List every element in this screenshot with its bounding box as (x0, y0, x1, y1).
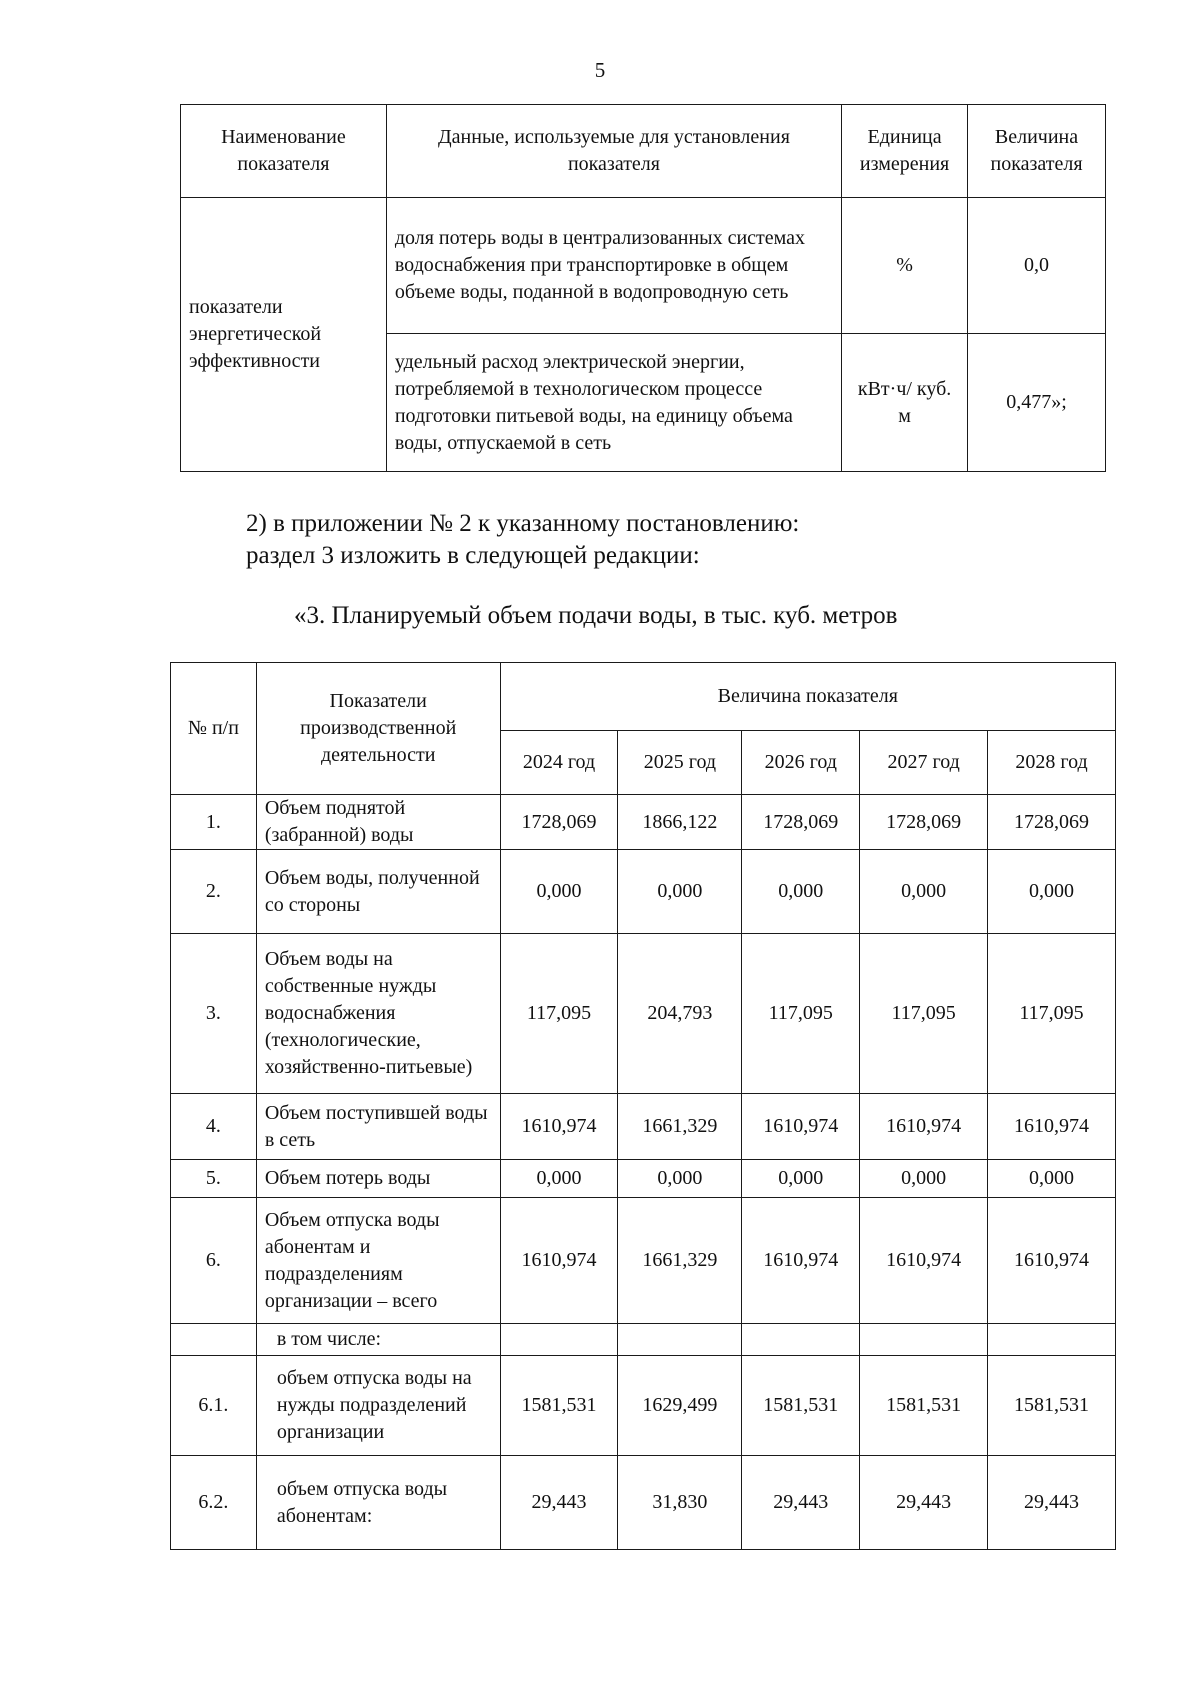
table-row (181, 198, 1106, 334)
section-title: «3. Планируемый объем подачи воды, в тыс. куб. метров (294, 602, 898, 629)
row-indicator: Объем отпуска воды абонентам и подразделениям организации – всего (256, 1198, 500, 1324)
row-value: 117,095 (988, 934, 1116, 1094)
table-row (171, 1356, 1116, 1456)
table-row (171, 850, 1116, 934)
row-number: 4. (171, 1094, 257, 1160)
year-header: 2028 год (988, 731, 1116, 795)
row-value: 1866,122 (618, 795, 742, 850)
row-value: 0,000 (742, 1160, 860, 1198)
page-number: 5 (594, 58, 606, 82)
row-value: 1728,069 (500, 795, 618, 850)
row-value: 1581,531 (860, 1356, 988, 1456)
row-value (500, 1324, 618, 1356)
table-body (171, 795, 1116, 1550)
row-value: 1610,974 (860, 1198, 988, 1324)
row-value (742, 1324, 860, 1356)
row-unit: % (842, 198, 968, 334)
paragraph-line-2: раздел 3 изложить в следующей редакции: (246, 542, 700, 569)
row-value (860, 1324, 988, 1356)
row-indicator: Объем воды, полученной со стороны (256, 850, 500, 934)
row-value: 1661,329 (618, 1094, 742, 1160)
row-number: 5. (171, 1160, 257, 1198)
year-header: 2027 год (860, 731, 988, 795)
row-value: 29,443 (860, 1456, 988, 1550)
row-value: 1728,069 (860, 795, 988, 850)
row-value: 0,000 (500, 850, 618, 934)
header-unit: Единица измерения (842, 105, 968, 198)
row-value: 31,830 (618, 1456, 742, 1550)
row-value: 1661,329 (618, 1198, 742, 1324)
row-indicator: в том числе: (256, 1324, 500, 1356)
row-data: доля потерь воды в централизованных системах водоснабжения при транспортировке в общем объеме воды, поданной в водопроводную сеть (386, 198, 841, 334)
row-value: 117,095 (742, 934, 860, 1094)
year-header: 2025 год (618, 731, 742, 795)
row-data: удельный расход электрической энергии, потребляемой в технологическом процессе подготовки питьевой воды, на единицу объема воды, отпускаемой в сеть (386, 334, 841, 472)
row-number: 1. (171, 795, 257, 850)
row-value: 1610,974 (742, 1198, 860, 1324)
row-value: 0,477»; (968, 334, 1106, 472)
paragraph-line-1: 2) в приложении № 2 к указанному постановлению: (246, 510, 800, 537)
row-value: 1610,974 (500, 1198, 618, 1324)
header-num: № п/п (171, 663, 257, 795)
row-number: 2. (171, 850, 257, 934)
row-value: 29,443 (988, 1456, 1116, 1550)
row-value: 0,0 (968, 198, 1106, 334)
row-value: 0,000 (618, 1160, 742, 1198)
row-value: 29,443 (500, 1456, 618, 1550)
row-indicator: Объем поступившей воды в сеть (256, 1094, 500, 1160)
row-value: 1728,069 (742, 795, 860, 850)
row-value: 1581,531 (988, 1356, 1116, 1456)
row-value: 117,095 (500, 934, 618, 1094)
row-value: 0,000 (860, 850, 988, 934)
row-indicator: Объем воды на собственные нужды водоснабжения (технологические, хозяйственно-питьевые) (256, 934, 500, 1094)
energy-efficiency-table (180, 104, 1106, 472)
row-value: 204,793 (618, 934, 742, 1094)
water-supply-table (170, 662, 1116, 1550)
row-unit: кВт·ч/ куб. м (842, 334, 968, 472)
row-value: 1610,974 (860, 1094, 988, 1160)
table-row (171, 1324, 1116, 1356)
row-value: 0,000 (988, 1160, 1116, 1198)
row-number: 3. (171, 934, 257, 1094)
table-row (171, 1094, 1116, 1160)
table-row (171, 1160, 1116, 1198)
table-row (171, 1198, 1116, 1324)
table-row (171, 1456, 1116, 1550)
row-number (171, 1324, 257, 1356)
row-value (988, 1324, 1116, 1356)
row-value (618, 1324, 742, 1356)
header-value: Величина показателя (500, 663, 1115, 731)
row-value: 1581,531 (742, 1356, 860, 1456)
header-indicators: Показатели производственной деятельности (256, 663, 500, 795)
row-number: 6. (171, 1198, 257, 1324)
row-value: 1610,974 (742, 1094, 860, 1160)
group-name: показатели энергетической эффективности (181, 198, 387, 472)
table-header-row (171, 663, 1116, 731)
row-value: 1610,974 (988, 1198, 1116, 1324)
header-value: Величина показателя (968, 105, 1106, 198)
row-value: 0,000 (618, 850, 742, 934)
row-value: 117,095 (860, 934, 988, 1094)
row-indicator: объем отпуска воды на нужды подразделений организации (256, 1356, 500, 1456)
year-header: 2024 год (500, 731, 618, 795)
row-number: 6.1. (171, 1356, 257, 1456)
row-value: 1728,069 (988, 795, 1116, 850)
row-indicator: Объем потерь воды (256, 1160, 500, 1198)
table-row (171, 795, 1116, 850)
row-value: 0,000 (500, 1160, 618, 1198)
row-value: 0,000 (988, 850, 1116, 934)
header-name: Наименование показателя (181, 105, 387, 198)
table-header-row (181, 105, 1106, 198)
row-number: 6.2. (171, 1456, 257, 1550)
header-data: Данные, используемые для установления показателя (386, 105, 841, 198)
row-value: 0,000 (742, 850, 860, 934)
row-value: 1629,499 (618, 1356, 742, 1456)
row-value: 29,443 (742, 1456, 860, 1550)
row-value: 1581,531 (500, 1356, 618, 1456)
row-value: 0,000 (860, 1160, 988, 1198)
row-value: 1610,974 (500, 1094, 618, 1160)
year-header: 2026 год (742, 731, 860, 795)
row-indicator: Объем поднятой (забранной) воды (256, 795, 500, 850)
table-row (171, 934, 1116, 1094)
row-indicator: объем отпуска воды абонентам: (256, 1456, 500, 1550)
row-value: 1610,974 (988, 1094, 1116, 1160)
